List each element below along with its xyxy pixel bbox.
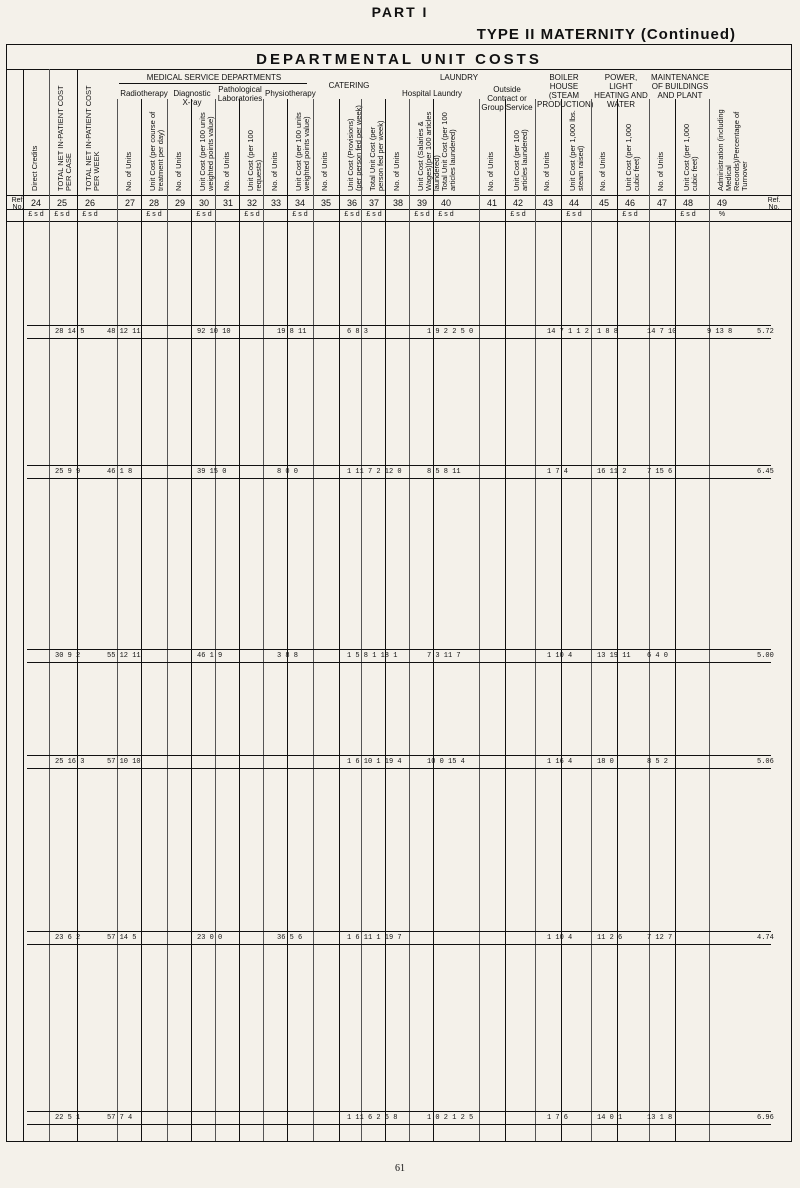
total-cell: 14 7 1 1 2 [547, 328, 590, 336]
divider [7, 69, 791, 70]
units-label: £ s d [244, 211, 260, 218]
units-label: £ s d [54, 211, 70, 218]
column-header-35: No. of Units [320, 151, 329, 191]
units-label: £ s d [438, 211, 454, 218]
total-cell: 9 13 8 [707, 328, 733, 336]
total-cell: 1 6 10 1 19 4 [347, 758, 402, 766]
column-header-38: No. of Units [392, 151, 401, 191]
section-total-row [27, 465, 774, 479]
total-cell: 5.06 [757, 758, 774, 766]
column-header-27: No. of Units [124, 151, 133, 191]
subgroup-hospital-laundry: Hospital Laundry [401, 89, 463, 98]
units-label: £ s d [196, 211, 212, 218]
total-cell: 57 14 5 [107, 934, 137, 942]
total-cell: 1 11 6 2 6 8 [347, 1114, 398, 1122]
group-medical: MEDICAL SERVICE DEPARTMENTS [146, 73, 282, 82]
total-cell: 7 15 6 [647, 468, 673, 476]
total-cell: 13 1 8 [647, 1114, 673, 1122]
units-label: £ s d [28, 211, 44, 218]
units-label: £ s d [344, 211, 360, 218]
total-cell: 4.74 [757, 934, 774, 942]
total-cell: 1 7 6 [547, 1114, 569, 1122]
units-label: £ s d [292, 211, 308, 218]
units-label: £ s d [680, 211, 696, 218]
units-label: £ s d [366, 211, 382, 218]
units-label: £ s d [414, 211, 430, 218]
column-header-33: No. of Units [270, 151, 279, 191]
column-header-41: No. of Units [486, 151, 495, 191]
total-cell: 23 6 2 [55, 934, 81, 942]
column-header-24: Direct Credits [30, 145, 39, 191]
column-number-38: 38 [392, 198, 403, 208]
units-label: £ s d [622, 211, 638, 218]
units-label: £ s d [510, 211, 526, 218]
column-number-36: 36 [346, 198, 357, 208]
total-cell: 14 0 1 [597, 1114, 623, 1122]
column-header-49: Administration (including Medical Records)/Percentage of Turnover [716, 109, 749, 191]
column-header-29: No. of Units [174, 151, 183, 191]
column-number-32: 32 [246, 198, 257, 208]
total-cell: 1 6 11 1 19 7 [347, 934, 402, 942]
units-label: % [718, 211, 726, 218]
total-cell: 5.72 [757, 328, 774, 336]
column-number-47: 47 [656, 198, 667, 208]
column-header-46: Unit Cost (per 1,000 cubic feet) [624, 123, 641, 191]
column-header-34: Unit Cost (per 100 units weighted points value) [294, 112, 311, 191]
total-cell: 1 11 7 2 12 0 [347, 468, 402, 476]
total-cell: 1 0 2 1 2 5 [427, 1114, 474, 1122]
total-cell: 16 11 2 [597, 468, 627, 476]
part-heading: PART I [371, 4, 429, 20]
total-cell: 92 10 10 [197, 328, 231, 336]
column-number-26: 26 [84, 198, 95, 208]
column-number-39: 39 [416, 198, 427, 208]
subgroup-xray: Diagnostic X-ray [173, 89, 211, 107]
total-cell: 39 15 0 [197, 468, 227, 476]
total-cell: 8 0 0 [277, 468, 299, 476]
group-laundry: LAUNDRY [439, 73, 479, 82]
section-total-row [27, 649, 774, 663]
total-cell: 8 5 2 [647, 758, 669, 766]
total-cell: 57 10 10 [107, 758, 141, 766]
column-number-48: 48 [682, 198, 693, 208]
column-header-28: Unit Cost (per course of treatment per day) [148, 111, 165, 191]
total-cell: 1 10 4 [547, 652, 573, 660]
column-number-35: 35 [320, 198, 331, 208]
ref-no-header: Ref. No. [11, 197, 25, 211]
column-number-37: 37 [368, 198, 379, 208]
total-cell: 46 1 9 [197, 652, 223, 660]
section-total-row [27, 1111, 774, 1125]
column-header-42: Unit Cost (per 100 articles laundered) [512, 129, 529, 191]
column-number-44: 44 [568, 198, 579, 208]
column-number-49: 49 [716, 198, 727, 208]
total-cell: 13 19 11 [597, 652, 631, 660]
total-cell: 14 7 10 [647, 328, 677, 336]
group-power: POWER, LIGHT HEATING AND WATER [594, 73, 648, 109]
column-number-40: 40 [440, 198, 451, 208]
column-header-25: TOTAL NET IN-PATIENT COST PER CASE [56, 85, 73, 191]
column-number-24: 24 [30, 198, 41, 208]
column-header-39: Unit Cost (Salaries & Wages)(per 100 articles laundered) [416, 111, 441, 191]
column-header-37: Total Unit Cost (per person fed per week) [368, 120, 385, 191]
total-cell: 25 9 9 [55, 468, 81, 476]
total-cell: 1 7 4 [547, 468, 569, 476]
total-cell: 57 7 4 [107, 1114, 133, 1122]
total-cell: 6.45 [757, 468, 774, 476]
subgroup-pathology: Pathological Laboratories [217, 85, 263, 103]
total-cell: 22 5 1 [55, 1114, 81, 1122]
total-cell: 11 2 6 [597, 934, 623, 942]
column-number-27: 27 [124, 198, 135, 208]
total-cell: 25 16 3 [55, 758, 85, 766]
total-cell: 6.96 [757, 1114, 774, 1122]
total-cell: 6 4 0 [647, 652, 669, 660]
column-header-26: TOTAL NET IN-PATIENT COST PER WEEK [84, 85, 101, 191]
total-cell: 1 16 4 [547, 758, 573, 766]
total-cell: 1 9 2 2 5 0 [427, 328, 474, 336]
column-header-36: Unit Cost (Provisions) (per person fed per week) [346, 105, 363, 191]
type-heading: TYPE II MATERNITY (Continued) [476, 26, 736, 43]
column-header-43: No. of Units [542, 151, 551, 191]
group-boiler: BOILER HOUSE (STEAM PRODUCTION) [537, 73, 594, 109]
column-number-25: 25 [56, 198, 67, 208]
total-cell: 7 3 11 7 [427, 652, 461, 660]
column-number-28: 28 [148, 198, 159, 208]
group-catering: CATERING [328, 81, 370, 90]
cost-table [6, 44, 792, 1142]
total-cell: 36 5 6 [277, 934, 303, 942]
page-number: 61 [395, 1163, 405, 1174]
column-number-29: 29 [174, 198, 185, 208]
total-cell: 55 12 11 [107, 652, 141, 660]
total-cell: 5.00 [757, 652, 774, 660]
total-cell: 1 10 4 [547, 934, 573, 942]
column-number-42: 42 [512, 198, 523, 208]
total-cell: 18 0 [597, 758, 614, 766]
units-label: £ s d [146, 211, 162, 218]
subgroup-radiotherapy: Radiotherapy [120, 89, 168, 98]
total-cell: 46 1 8 [107, 468, 133, 476]
units-label: £ s d [566, 211, 582, 218]
column-header-31: No. of Units [222, 151, 231, 191]
units-label: £ s d [82, 211, 98, 218]
column-header-47: No. of Units [656, 151, 665, 191]
total-cell: 30 9 2 [55, 652, 81, 660]
column-number-31: 31 [222, 198, 233, 208]
total-cell: 23 0 0 [197, 934, 223, 942]
column-header-44: Unit Cost (per 1,000 lbs. steam raised) [568, 110, 585, 191]
table-title: DEPARTMENTAL UNIT COSTS [256, 51, 542, 68]
subgroup-physiotherapy: Physiotherapy [265, 89, 316, 98]
subgroup-outside-contract: Outside Contract or Group Service [481, 85, 533, 112]
section-total-row [27, 755, 774, 769]
column-number-45: 45 [598, 198, 609, 208]
total-cell: 6 8 3 [347, 328, 369, 336]
column-number-34: 34 [294, 198, 305, 208]
column-number-46: 46 [624, 198, 635, 208]
column-header-45: No. of Units [598, 151, 607, 191]
column-number-30: 30 [198, 198, 209, 208]
column-header-32: Unit Cost (per 100 requests) [246, 130, 263, 191]
column-header-40: Total Unit Cost (per 100 articles laundered) [440, 112, 457, 191]
group-maintenance: MAINTENANCE OF BUILDINGS AND PLANT [651, 73, 710, 100]
total-cell: 10 0 15 4 [427, 758, 465, 766]
column-number-33: 33 [270, 198, 281, 208]
total-cell: 3 8 8 [277, 652, 299, 660]
total-cell: 1 8 8 [597, 328, 619, 336]
table-body [7, 231, 791, 1141]
section-total-row [27, 325, 774, 339]
total-cell: 1 5 8 1 18 1 [347, 652, 398, 660]
column-number-43: 43 [542, 198, 553, 208]
column-header-30: Unit Cost (per 100 units weighted points value) [198, 112, 215, 191]
total-cell: 8 5 8 11 [427, 468, 461, 476]
column-header-48: Unit Cost (per 1,000 cubic feet) [682, 123, 699, 191]
total-cell: 7 12 7 [647, 934, 673, 942]
column-number-41: 41 [486, 198, 497, 208]
total-cell: 19 8 11 [277, 328, 307, 336]
total-cell: 28 14 5 [55, 328, 85, 336]
total-cell: 48 12 11 [107, 328, 141, 336]
section-total-row [27, 931, 774, 945]
ref-no-header: Ref. No. [767, 197, 781, 211]
